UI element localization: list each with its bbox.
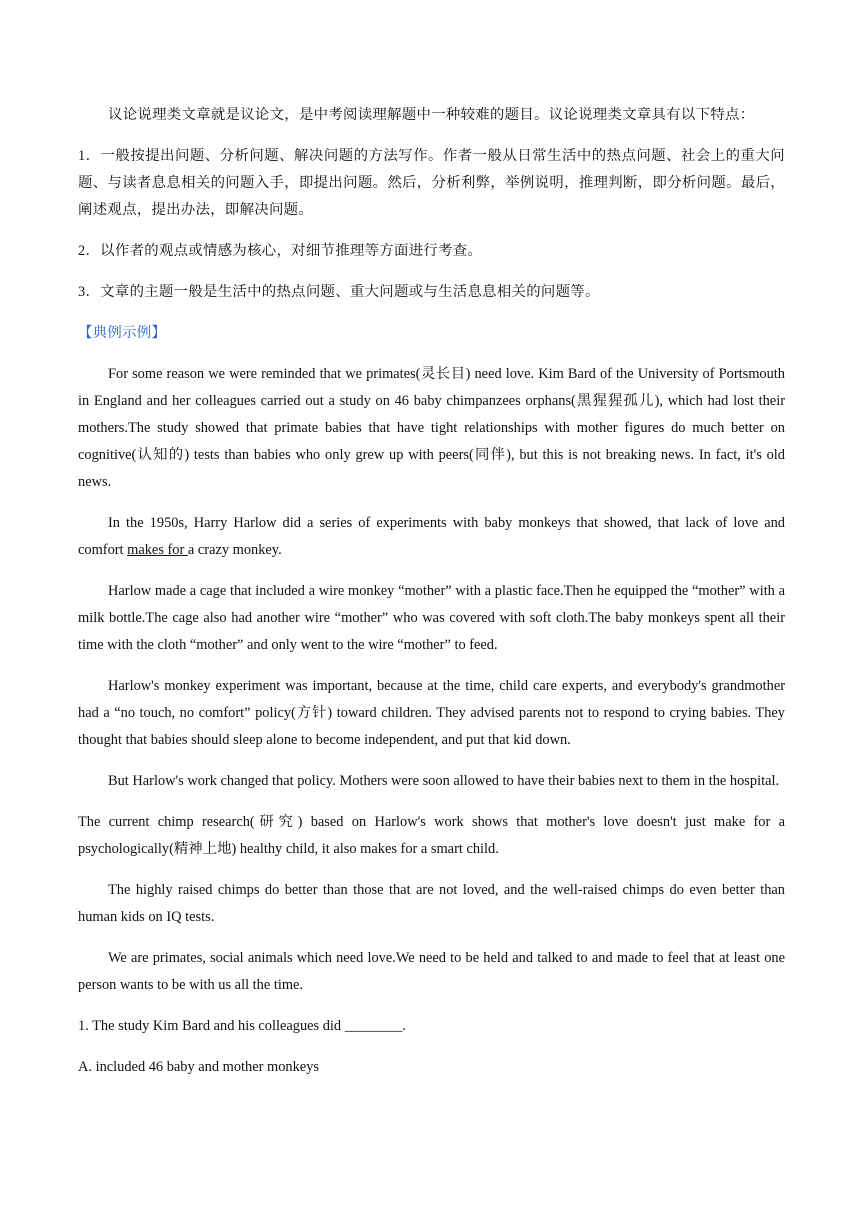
passage-paragraph-5: But Harlow's work changed that policy. Mothers were soon allowed to have their babies next to them in the hospital.: [108, 773, 780, 789]
passage-paragraph-3: Harlow made a cage that included a wire monkey “mother” with a plastic face.Then he equipped the “mother” with a milk bottle.The cage also had another wire “mother” who was covered with soft cloth.The baby monkeys spent all their time with the cloth “mother” and only went to the wire “mother” to feed.: [78, 583, 785, 653]
intro-point-3: 3．文章的主题一般是生活中的热点问题、重大问题或与生活息息相关的问题等。: [78, 284, 600, 300]
intro-point-2: 2．以作者的观点或情感为核心，对细节推理等方面进行考查。: [78, 243, 483, 259]
passage-paragraph-2: [78, 510, 785, 564]
passage-paragraph-6: The current chimp research(研究) based on Harlow's work shows that mother's love doesn't just make for a psychologically(精神上地) healthy child, it also makes for a smart child.: [78, 814, 785, 857]
passage-p2-text: In the 1950s, Harry Harlow did a series of experiments with baby monkeys that showed, that lack of love and comfort: [78, 515, 785, 558]
intro-paragraph: 议论说理类文章就是议论文，是中考阅读理解题中一种较难的题目。议论说理类文章具有以下特点：: [108, 107, 755, 123]
question-option-a: A. included 46 baby and mother monkeys: [78, 1059, 319, 1075]
underlined-phrase: makes for: [127, 542, 188, 558]
passage-p2-end: a crazy monkey.: [187, 542, 282, 558]
question-stem: 1. The study Kim Bard and his colleagues did ________.: [78, 1018, 406, 1034]
passage-paragraph-1: For some reason we were reminded that we primates(灵长目) need love. Kim Bard of the University of Portsmouth in England and her colleagues carried out a study on 46 baby chimpanzees orphans(黑猩猩孤儿), which had lost their mothers.The study showed that primate babies that have tight relationships with mother figures do much better on cognitive(认知的) tests than babies who only grew up with peers(同伴), but this is not breaking news. In fact, it's old news.: [78, 366, 785, 490]
example-heading: 【典例示例】: [78, 325, 167, 341]
passage-paragraph-7: The highly raised chimps do better than those that are not loved, and the well-raised chimps do even better than human kids on IQ tests.: [78, 882, 785, 925]
passage-paragraph-8: We are primates, social animals which need love.We need to be held and talked to and made to feel that at least one person wants to be with us all the time.: [78, 950, 785, 993]
intro-point-1: 1．一般按提出问题、分析问题、解决问题的方法写作。作者一般从日常生活中的热点问题、社会上的重大问题、与读者息息相关的问题入手，即提出问题。然后，分析利弊，举例说明，推理判断，即分析问题。最后，阐述观点，提出办法，即解决问题。: [78, 148, 785, 218]
passage-paragraph-4: Harlow's monkey experiment was important, because at the time, child care experts, and everybody's grandmother had a “no touch, no comfort” policy(方针) toward children. They advised parents not to respond to crying babies. They thought that babies should sleep alone to become independent, and put that kid down.: [78, 678, 785, 748]
document-page: [78, 102, 785, 1095]
